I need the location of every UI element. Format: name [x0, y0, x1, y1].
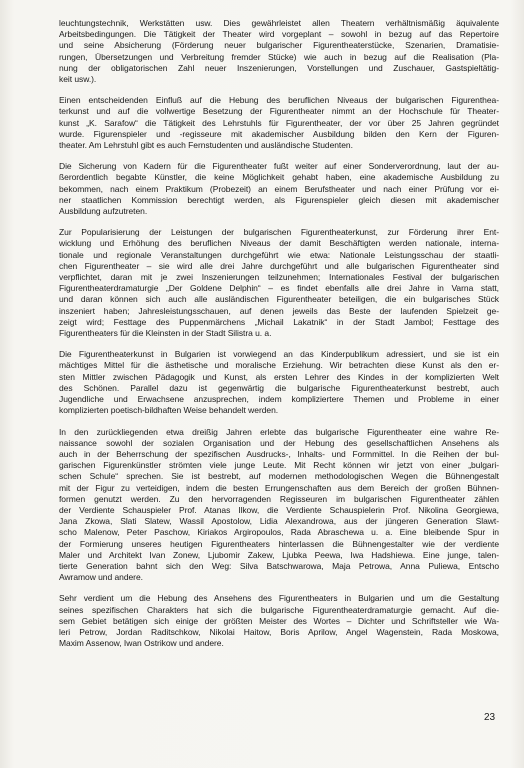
text-line: theater. Am Lehrstuhl gibt es auch Fernstudenten und ausländische Studenten.	[59, 140, 353, 151]
text-line: chen Figurentheater – sie wird alle drei Jahre durchgeführt und alle bulgarischen Figurentheater sind	[59, 260, 499, 271]
text-line: In den zurückliegenden etwa dreißig Jahren erlebte das bulgarische Figurentheater eine wahre Re-	[59, 426, 499, 437]
text-line: Figurentheaterdramaturgie „Der Goldene Delphin“ – es findet ebenfalls alle drei Jahre in Varna statt,	[59, 283, 499, 294]
text-line: Jana Zkowa, Slati Slatew, Wassil Apostolow, Lidia Alexandrowa, aus der jüngeren Generation Slawt-	[59, 516, 499, 527]
body-text	[59, 18, 499, 659]
text-line: Awramow und andere.	[59, 572, 143, 583]
text-line: Sehr verdient um die Hebung des Ansehens des Figurentheaters in Bulgarien und um die Gestaltung	[59, 593, 499, 604]
paragraph	[59, 161, 499, 217]
text-line: naissance sowohl der sozialen Organisation und der Hebung des gesellschaftlichen Ansehens als	[59, 437, 499, 448]
text-line: Zur Popularisierung der Leistungen der bulgarischen Figurentheaterkunst, zur Förderung ihrer Ent-	[59, 227, 499, 238]
text-line: auch in der Beherrschung der spezifischen Ausdrucks-, Inhalts- und Formmittel. In die Reihen der bul-	[59, 448, 499, 459]
text-line: rungen, Übersetzungen und Verbreitung fremder Stücke) wie auch in bezug auf die Realisation (Pla-	[59, 51, 499, 62]
text-line: ner staatlichen Kommission berechtigt werden, als Figurenspieler gleich diesen mit akademischer	[59, 194, 499, 205]
page-number: 23	[484, 712, 496, 723]
text-line: ßerordentlich begabte Künstler, die keine Möglichkeit gehabt haben, eine akademische Ausbildung zu	[59, 172, 499, 183]
text-line: zeigt wird; Festtage des Puppenmärchens „Michail Lakatnik“ in der Stadt Jambol; Festtage des	[59, 316, 499, 327]
text-line: Maxim Assenow, Iwan Ostrikow und andere.	[59, 638, 224, 649]
text-line: komplizierten poetisch-bildhaften Weise behandelt werden.	[59, 405, 279, 416]
text-line: scho Malenow, Peter Paschow, Kiriakos Argiropoulos, Rada Abraschewa u. a. Eine bleibende Spur in	[59, 527, 499, 538]
text-line: garischen Figurenkünstler strömten viele junge Leute. Mit Recht können wir jetzt von einer „bulgari-	[59, 460, 499, 471]
text-line: keit usw.).	[59, 74, 97, 85]
text-line: kunst „K. Sarafow“ die Tätigkeit des Lehrstuhls für Figurentheater, der vor über 25 Jahren gegründet	[59, 117, 499, 128]
paragraph	[59, 95, 499, 151]
text-line: Die Figurentheaterkunst in Bulgarien ist vorwiegend an das Kinderpublikum adressiert, und sie ist ein	[59, 349, 499, 360]
text-line: sem Gebiet betätigen sich einige der größten Meister des Wortes – Dichter und Schriftsteller wie Wa-	[59, 615, 499, 626]
text-line: wurde. Figurenspieler und -regisseure mit akademischer Ausbildung bilden den Kern der Figuren-	[59, 128, 499, 139]
text-line: mit der Figur zu verteidigen, indem die besten Errungenschaften aus dem Bereich der großen Bühnen-	[59, 482, 499, 493]
text-line: Maler und Architekt Ivan Zonew, Ljubomir Zakew, Ljubka Peewa, Iwa Hadshiewa. Eine junge, talen-	[59, 549, 499, 560]
paragraph	[59, 593, 499, 649]
text-line: wicklung und Erhöhung des beruflichen Niveaus der damit Beschäftigten werden nationale, interna-	[59, 238, 499, 249]
text-line: leri Petrow, Jordan Raditschkow, Nikolai Haitow, Boris Aprilow, Angel Wagenstein, Rada Moskowa,	[59, 626, 499, 637]
text-line: Die Sicherung von Kadern für die Figurentheater fußt weiter auf einer Sonderverordnung, laut der au-	[59, 161, 499, 172]
text-line: tionale und regionale Veranstaltungen durchgeführt wie etwa: Nationale Leistungsschau der staatli-	[59, 249, 499, 260]
text-line: formen genutzt werden. Zu den hervorragenden Regisseuren im bulgarischen Figurentheater zählen	[59, 493, 499, 504]
paragraph	[59, 427, 499, 584]
text-line: Jugendliche und Erwachsene anzusprechen, indem kompliziertere Themen und Probleme in einer	[59, 394, 499, 405]
text-line: der Formierung unseres heutigen Figurentheaters hinterlassen die Bühnengestalter wie der verdiente	[59, 538, 499, 549]
text-line: des Schönen. Parallel dazu ist gegenwärtig die bulgarische Figurentheaterkunst bestrebt, auch	[59, 382, 499, 393]
text-line: bekommen, nach einem Praktikum (Probezeit) an einem Berufstheater und nach einer Prüfung vor ei-	[59, 183, 499, 194]
text-line: mächtiges Mittel für die ästhetische und moralische Erziehung. Wir betrachten diese Kunst als den er-	[59, 360, 499, 371]
text-line: und daran können sich auch alle ausländischen Figurentheater beteiligen, die ein bulgarisches Stück	[59, 294, 499, 305]
text-line: leuchtungstechnik, Werkstätten usw. Dies gewährleistet allen Theatern verhältnismäßig äquivalente	[59, 18, 499, 28]
text-line: und seine Absicherung (Förderung neuer bulgarischer Figurentheaterstücke, Szenarien, Dramatisie-	[59, 40, 499, 51]
text-line: terkunst und auf die vollwertige Besetzung der Figurentheater nimmt an der Hochschule für Theater-	[59, 106, 499, 117]
text-line: Ausbildung aufzutreten.	[59, 206, 148, 217]
text-line: Arbeitsbedingungen. Die Tätigkeit der Theater wird vorgeplant – sowohl in bezug auf das Repertoire	[59, 29, 499, 40]
text-line: der Verdiente Schauspieler Prof. Atanas Ilkow, die Verdiente Schauspielerin Prof. Nikolina Georgiewa,	[59, 504, 499, 515]
paragraph	[59, 18, 499, 85]
text-line: Einen entscheidenden Einfluß auf die Hebung des beruflichen Niveaus der bulgarischen Figurenthea-	[59, 95, 499, 106]
text-line: tierte Generation bahnt sich den Weg: Silva Batschwarowa, Maja Petrowa, Anna Puliewa, Entscho	[59, 560, 499, 571]
text-line: Figurentheaters für die Kleinsten in der Stadt Silistra u. a.	[59, 328, 272, 339]
text-line: seines spezifischen Charakters hat sich die bulgarische Figurentheaterdramaturgie gemacht. Auf die-	[59, 604, 499, 615]
text-line: inszeniert haben; Jahresleistungsschauen, auf denen jeweils das Beste der laufenden Spielzeit ge-	[59, 305, 499, 316]
paragraph	[59, 349, 499, 416]
text-line: sten Mittler zwischen Pädagogik und Kunst, als ersten Lehrer des Kindes in der komplizierten Welt	[59, 371, 499, 382]
text-line: nung der obligatorischen Zahl neuer Inszenierungen, Vorstellungen und Zuschauer, Gastspieltätig-	[59, 62, 499, 73]
text-line: schen Schule“ sprechen. Sie ist bestrebt, auf modernen methodologischen Wegen die Bühnengestalt	[59, 471, 499, 482]
paragraph	[59, 227, 499, 339]
text-line: verpflichtet, daran mit je zwei Inszenierungen teilzunehmen; Internationales Festival der bulgarischen	[59, 272, 499, 283]
